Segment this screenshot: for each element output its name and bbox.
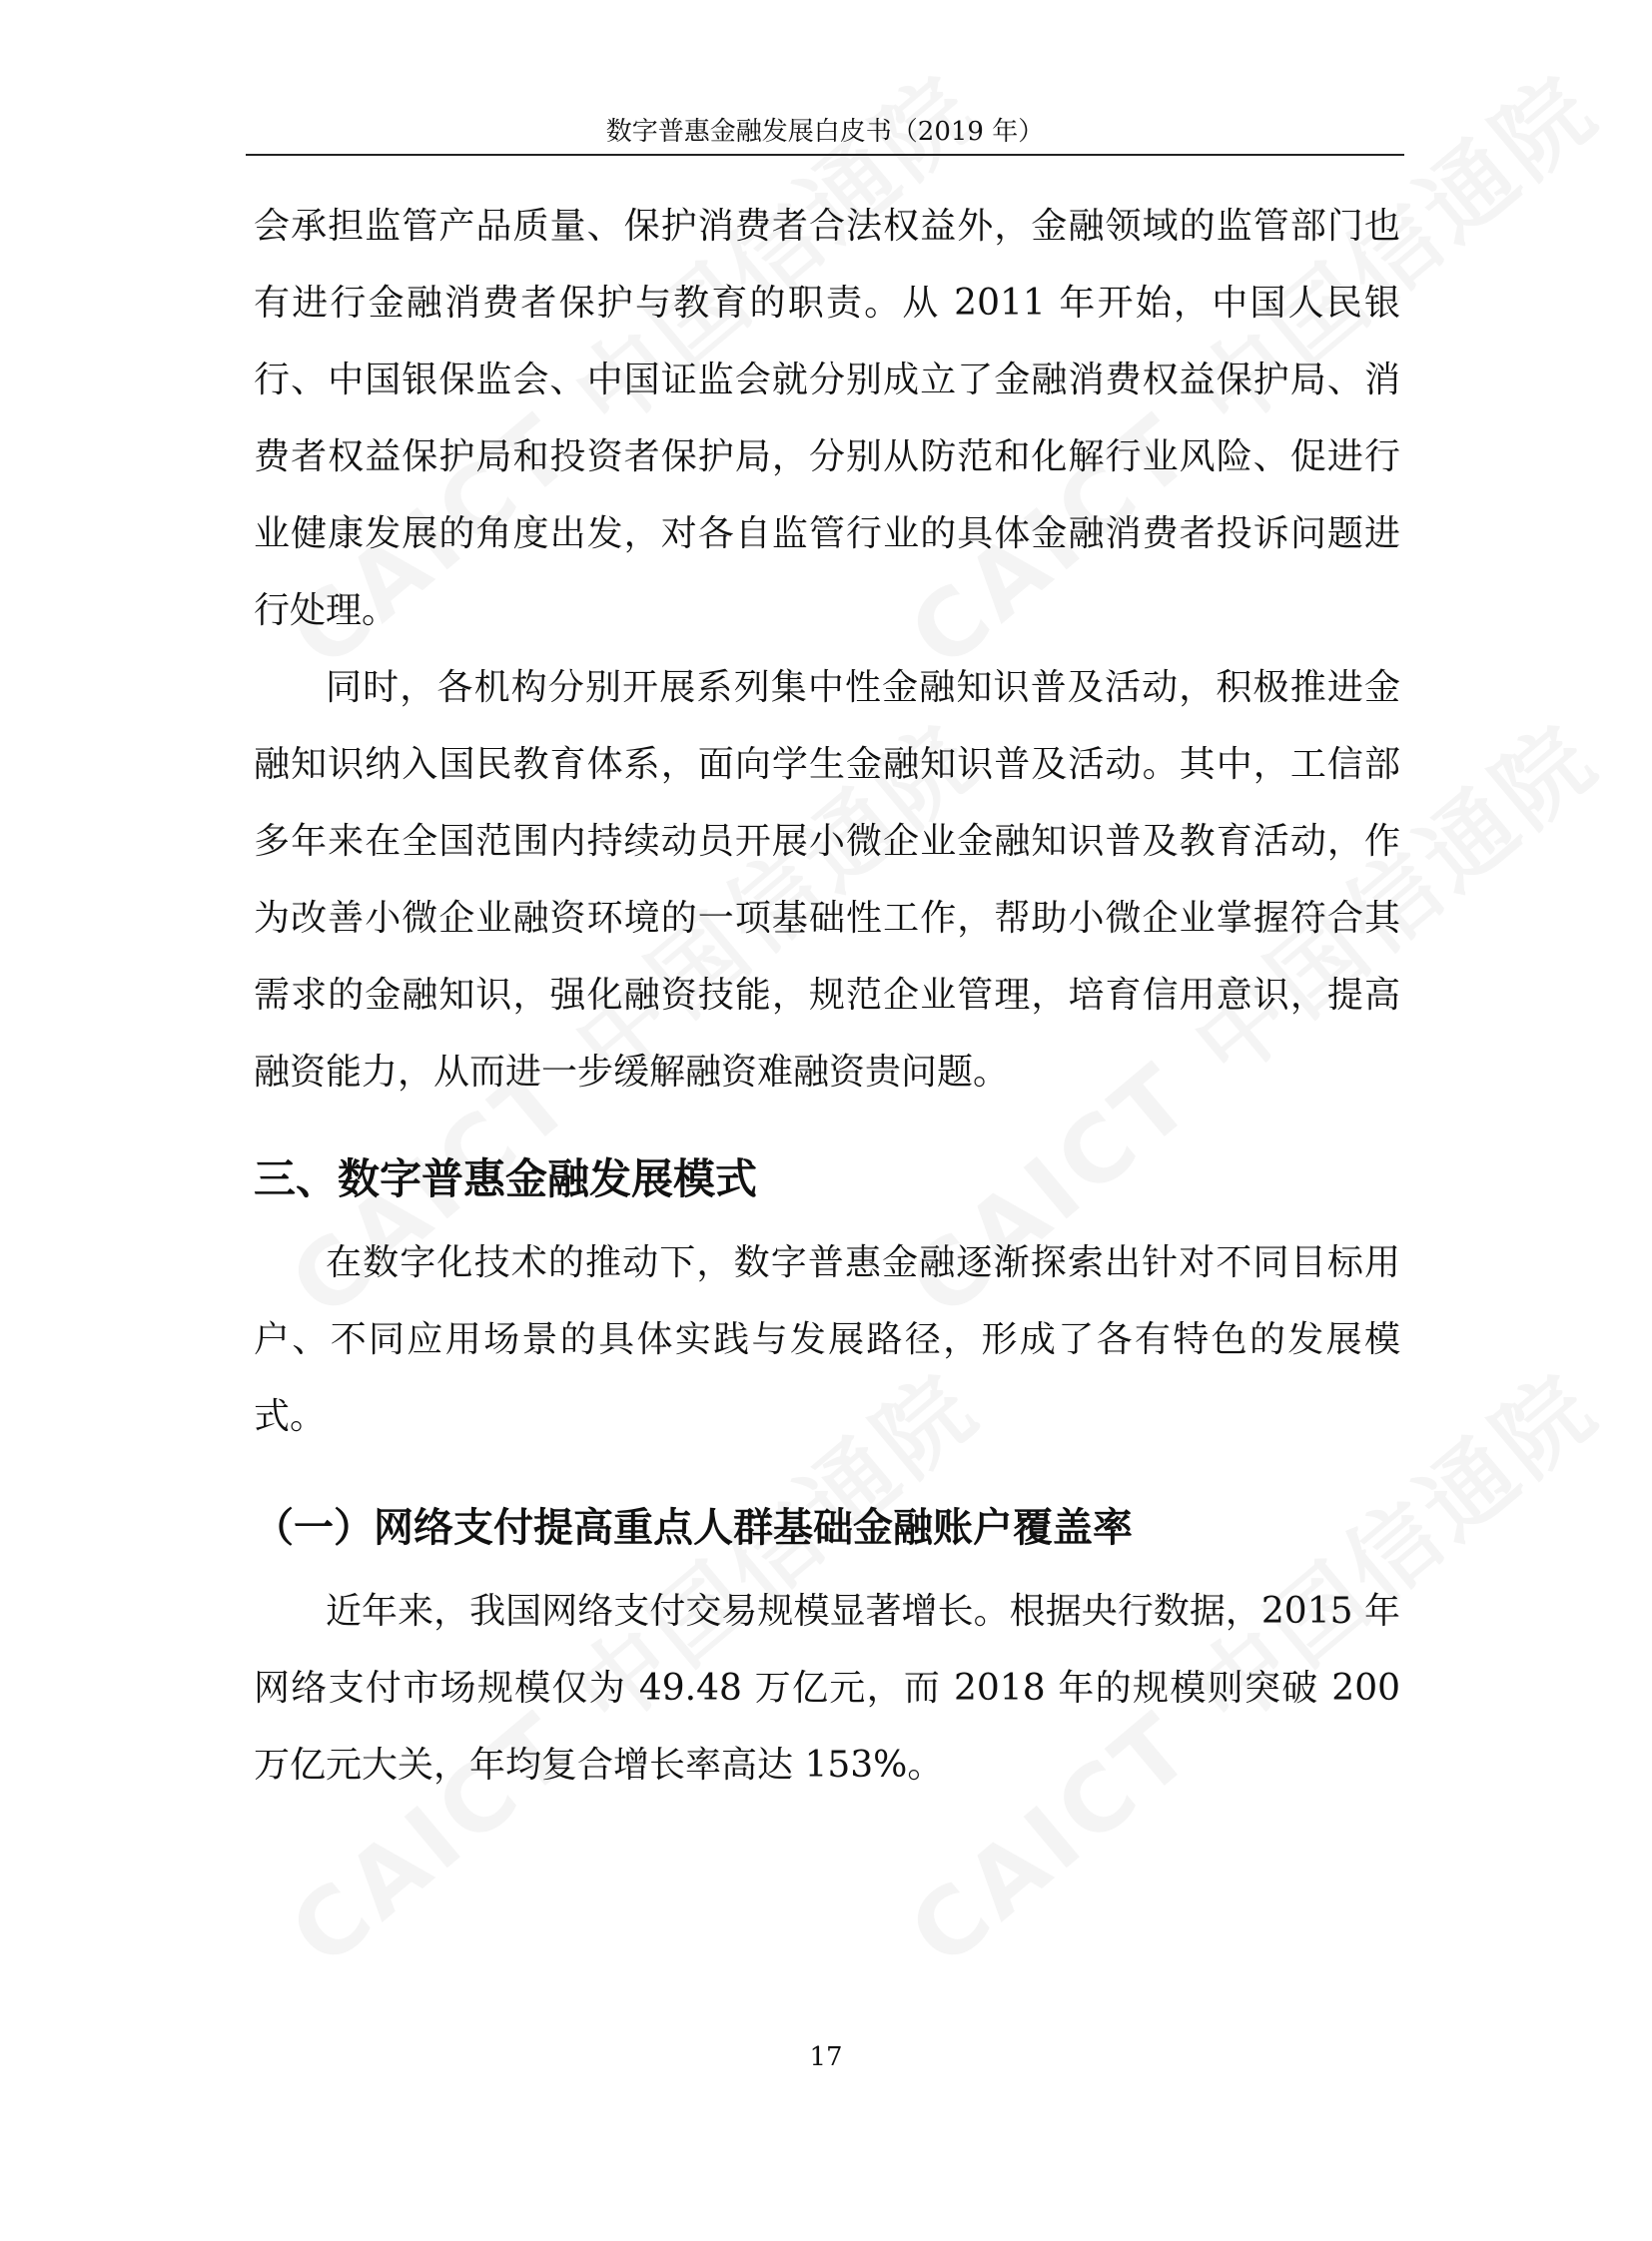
paragraph-development-models: 在数字化技术的推动下，数字普惠金融逐渐探索出针对不同目标用户、不同应用场景的具体实践与发展路径，形成了各有特色的发展模式。 — [254, 1242, 1400, 1437]
header-divider — [246, 154, 1404, 156]
paragraph-consumer-protection: 会承担监管产品质量、保护消费者合法权益外，金融领域的监管部门也有进行金融消费者保护与教育的职责。从 2011 年开始，中国人民银行、中国银保监会、中国证监会就分别成立了金融消费权益保护局、消费者权益保护局和投资者保护局，分别从防范和化解行业风险、促进行业健康发展的角度出发，对各自监管行业的具体金融消费者投诉问题进行处理。 — [254, 206, 1400, 631]
document-body — [254, 188, 1400, 1804]
page-number: 17 — [809, 2042, 843, 2072]
page-header-title: 数字普惠金融发展白皮书（2019 年） — [605, 117, 1045, 147]
paragraph-online-payment: 近年来，我国网络支付交易规模显著增长。根据央行数据，2015 年网络支付市场规模仅为 49.48 万亿元，而 2018 年的规模则突破 200 万亿元大关，年均复合增长率高达 153%。 — [254, 1591, 1400, 1786]
subsection-heading: （一）网络支付提高重点人群基础金融账户覆盖率 — [254, 1504, 1133, 1551]
paragraph-financial-education: 同时，各机构分别开展系列集中性金融知识普及活动，积极推进金融知识纳入国民教育体系，面向学生金融知识普及活动。其中，工信部多年来在全国范围内持续动员开展小微企业金融知识普及教育活动，作为改善小微企业融资环境的一项基础性工作，帮助小微企业掌握符合其需求的金融知识，强化融资技能，规范企业管理，培育信用意识，提高融资能力，从而进一步缓解融资难融资贵问题。 — [254, 667, 1400, 1093]
section-heading: 三、数字普惠金融发展模式 — [254, 1154, 758, 1203]
